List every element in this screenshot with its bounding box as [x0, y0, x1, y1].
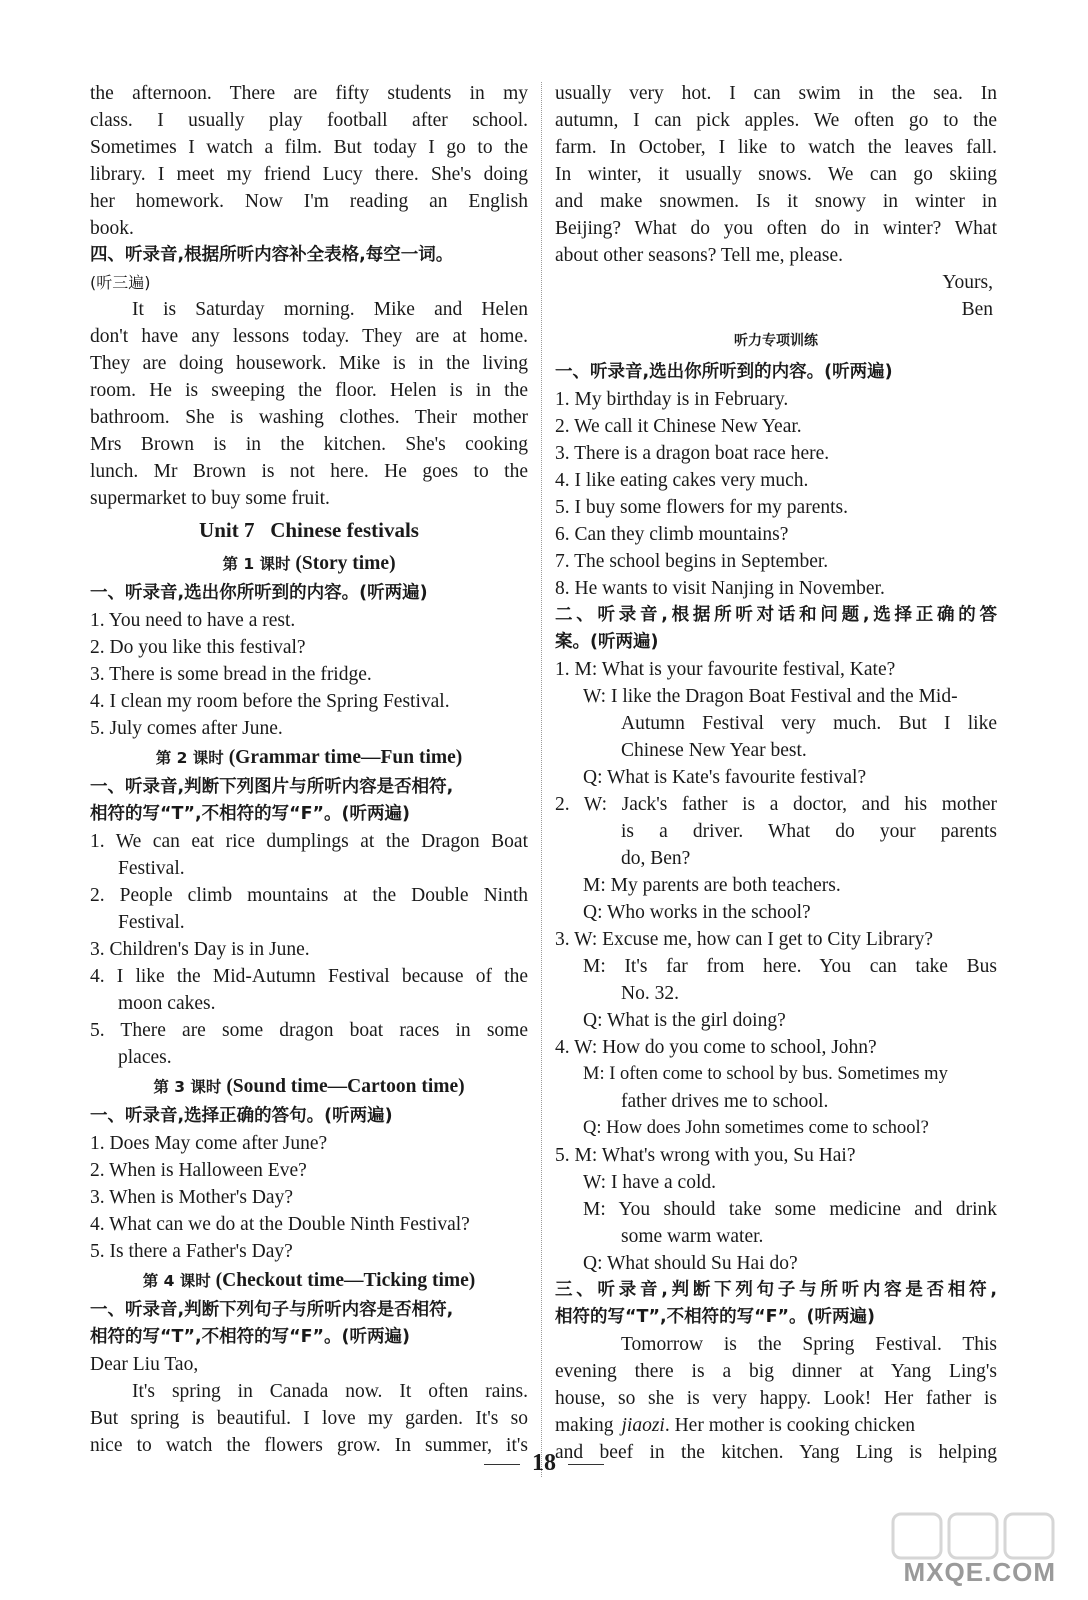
- section-heading: 一、听录音,判断下列图片与所听内容是否相符,: [90, 777, 454, 797]
- section-heading: 一、听录音,判断下列句子与所听内容是否相符,: [90, 1300, 454, 1320]
- dash-right: [568, 1464, 604, 1465]
- text-line: farm. In October, I like to watch the leaves fall.: [555, 137, 997, 158]
- lesson-number: 第 4 课时: [142, 1272, 211, 1290]
- list-item: 5. There are some dragon boat races in some: [90, 1020, 528, 1041]
- dialogue-line: 4. W: How do you come to school, John?: [555, 1037, 877, 1058]
- dialogue-line: 1. M: What is your favourite festival, Kate?: [555, 659, 896, 680]
- text-line: evening there is a big dinner at Yang Ling's: [555, 1361, 997, 1382]
- dialogue-line: M: I often come to school by bus. Sometimes my: [583, 1064, 948, 1084]
- section-heading: 二、听录音,根据所听对话和问题,选择正确的答: [555, 605, 997, 625]
- list-item: Festival.: [118, 858, 185, 879]
- dialogue-line: Q: How does John sometimes come to school?: [583, 1118, 929, 1138]
- text-line: her homework. Now I'm reading an English: [90, 191, 528, 212]
- text-line: and beef in the kitchen. Yang Ling is helping: [555, 1442, 997, 1463]
- list-item: 2. When is Halloween Eve?: [90, 1160, 307, 1181]
- list-item: 1. You need to have a rest.: [90, 610, 296, 631]
- list-item: 8. He wants to visit Nanjing in November.: [555, 578, 885, 599]
- text-line: supermarket to buy some fruit.: [90, 488, 330, 509]
- dialogue-line: 3. W: Excuse me, how can I get to City Library?: [555, 929, 933, 950]
- text-segment: [614, 1412, 998, 1439]
- text-line: don't have any lessons today. They are at home.: [90, 326, 528, 347]
- lesson-number: 第 1 课时: [222, 555, 291, 573]
- emphasized-word: jiaozi: [621, 1415, 665, 1436]
- text-line: It's spring in Canada now. It often rains.: [132, 1381, 528, 1402]
- text-line: about other seasons? Tell me, please.: [555, 245, 843, 266]
- text-segment: making: [555, 1415, 614, 1436]
- text-line: nice to watch the flowers grow. In summer, it's: [90, 1435, 528, 1456]
- text-line: room. He is sweeping the floor. Helen is in the: [90, 380, 528, 401]
- section-heading: 一、听录音,选择正确的答句。(听两遍): [90, 1106, 393, 1126]
- list-item: 4. What can we do at the Double Ninth Festival?: [90, 1214, 470, 1235]
- letter-greeting: Dear Liu Tao,: [90, 1354, 199, 1375]
- dialogue-line: do, Ben?: [621, 848, 691, 869]
- text-line: usually very hot. I can swim in the sea. In: [555, 83, 997, 104]
- list-item: 6. Can they climb mountains?: [555, 524, 789, 545]
- section-heading: 一、听录音,选出你所听到的内容。(听两遍): [555, 362, 893, 382]
- list-item: 2. We call it Chinese New Year.: [555, 416, 802, 437]
- dialogue-line: No. 32.: [621, 983, 679, 1004]
- letter-closing: Yours,: [942, 272, 993, 293]
- left-column: [90, 80, 528, 1459]
- list-item: 7. The school begins in September.: [555, 551, 829, 572]
- right-column: [555, 80, 997, 1466]
- list-item: 4. I like the Mid-Autumn Festival because of the: [90, 966, 528, 987]
- text-line: autumn, I can pick apples. We often go to the: [555, 110, 997, 131]
- dialogue-line: M: You should take some medicine and drink: [583, 1199, 997, 1220]
- section-heading: 相符的写“T”,不相符的写“F”。(听两遍): [90, 804, 411, 824]
- list-item: 1. We can eat rice dumplings at the Dragon Boat: [90, 831, 528, 852]
- lesson-name: (Checkout time—Ticking time): [215, 1270, 476, 1291]
- lesson-number: 第 3 课时: [153, 1078, 222, 1096]
- column-divider: [541, 82, 542, 1477]
- list-item: 3. There is some bread in the fridge.: [90, 664, 372, 685]
- lesson-name: (Grammar time—Fun time): [228, 747, 463, 768]
- lesson-name: (Sound time—Cartoon time): [226, 1076, 465, 1097]
- text-line: It is Saturday morning. Mike and Helen: [132, 299, 528, 320]
- text-line: lunch. Mr Brown is not here. He goes to the: [90, 461, 528, 482]
- dialogue-line: Q: What should Su Hai do?: [583, 1253, 798, 1274]
- list-item: 3. Children's Day is in June.: [90, 939, 310, 960]
- section-heading: 相符的写“T”,不相符的写“F”。(听两遍): [555, 1307, 876, 1327]
- list-item: 2. Do you like this festival?: [90, 637, 306, 658]
- list-item: 3. There is a dragon boat race here.: [555, 443, 830, 464]
- text-line: bathroom. She is washing clothes. Their mother: [90, 407, 528, 428]
- text-line: class. I usually play football after school.: [90, 110, 528, 131]
- dialogue-line: W: I have a cold.: [583, 1172, 717, 1193]
- list-item: 3. When is Mother's Day?: [90, 1187, 293, 1208]
- list-item: 5. Is there a Father's Day?: [90, 1241, 293, 1262]
- list-item: Festival.: [118, 912, 185, 933]
- text-line: But spring is beautiful. I love my garden. It's so: [90, 1408, 528, 1429]
- lesson-title: [90, 1265, 528, 1297]
- lesson-title: [90, 1071, 528, 1103]
- list-item: 1. Does May come after June?: [90, 1133, 328, 1154]
- dialogue-line: M: My parents are both teachers.: [583, 875, 841, 896]
- dash-left: [484, 1464, 520, 1465]
- text-line: In winter, it usually snows. We can go skiing: [555, 164, 997, 185]
- list-item: 1. My birthday is in February.: [555, 389, 789, 410]
- list-item: 4. I like eating cakes very much.: [555, 470, 809, 491]
- section-heading: 三、听录音,判断下列句子与所听内容是否相符,: [555, 1280, 997, 1300]
- dialogue-line: 5. M: What's wrong with you, Su Hai?: [555, 1145, 856, 1166]
- text-line: [555, 1412, 997, 1439]
- lesson-title: [90, 742, 528, 774]
- page-number-text: 18: [532, 1450, 556, 1476]
- dialogue-line: M: It's far from here. You can take Bus: [583, 956, 997, 977]
- list-item: moon cakes.: [118, 993, 216, 1014]
- dialogue-line: is a driver. What do your parents: [621, 821, 997, 842]
- section-subheading: (听三遍): [90, 273, 151, 292]
- text-line: book.: [90, 218, 134, 239]
- section-heading: 一、听录音,选出你所听到的内容。(听两遍): [90, 583, 428, 603]
- lesson-number: 第 2 课时: [155, 749, 224, 767]
- text-segment: . Her mother is cooking chicken: [664, 1415, 916, 1436]
- text-line: Tomorrow is the Spring Festival. This: [621, 1334, 997, 1355]
- list-item: 5. July comes after June.: [90, 718, 283, 739]
- dialogue-line: Q: Who works in the school?: [583, 902, 811, 923]
- dialogue-line: Q: What is Kate's favourite festival?: [583, 767, 867, 788]
- text-line: Sometimes I watch a film. But today I go to the: [90, 137, 528, 158]
- text-line: They are doing housework. Mike is in the living: [90, 353, 528, 374]
- dialogue-line: 2. W: Jack's father is a doctor, and his mother: [555, 794, 997, 815]
- page-number: [0, 1450, 1088, 1477]
- dialogue-line: some warm water.: [621, 1226, 764, 1247]
- dialogue-line: Chinese New Year best.: [621, 740, 807, 761]
- text-line: and make snowmen. Is it snowy in winter in: [555, 191, 997, 212]
- text-line: house, so she is very happy. Look! Her father is: [555, 1388, 997, 1409]
- text-line: Mrs Brown is in the kitchen. She's cooking: [90, 434, 528, 455]
- list-item: 5. I buy some flowers for my parents.: [555, 497, 848, 518]
- text-line: Beijing? What do you often do in winter? What: [555, 218, 997, 239]
- lesson-title: [90, 548, 528, 580]
- dialogue-line: Q: What is the girl doing?: [583, 1010, 786, 1031]
- section-heading: 相符的写“T”,不相符的写“F”。(听两遍): [90, 1327, 411, 1347]
- section-heading: 案。(听两遍): [555, 632, 659, 652]
- dialogue-line: father drives me to school.: [621, 1091, 829, 1112]
- dialogue-line: W: I like the Dragon Boat Festival and the Mid-: [583, 686, 958, 707]
- text-line: library. I meet my friend Lucy there. She's doing: [90, 164, 528, 185]
- list-item: places.: [118, 1047, 172, 1068]
- watermark-text: MXQE.COM: [903, 1557, 1056, 1587]
- dialogue-line: Autumn Festival very much. But I like: [621, 713, 997, 734]
- section-heading: 四、听录音,根据所听内容补全表格,每空一词。: [90, 245, 454, 265]
- unit-title: Unit 7 Chinese festivals: [199, 518, 419, 542]
- list-item: 2. People climb mountains at the Double Ninth: [90, 885, 528, 906]
- text-line: the afternoon. There are fifty students in my: [90, 83, 528, 104]
- lesson-name: (Story time): [295, 553, 396, 574]
- letter-signature: Ben: [961, 299, 993, 320]
- section-title: 听力专项训练: [734, 333, 818, 349]
- list-item: 4. I clean my room before the Spring Festival.: [90, 691, 450, 712]
